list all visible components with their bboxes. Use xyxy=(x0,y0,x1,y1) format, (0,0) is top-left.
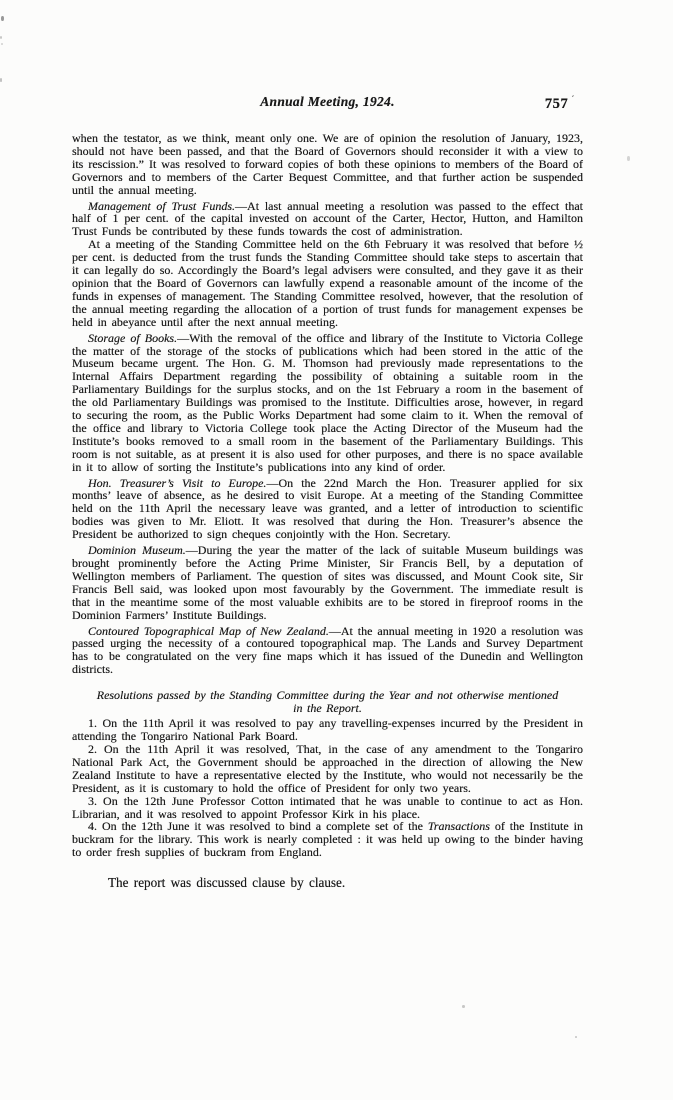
resolution-item-3 xyxy=(72,795,583,821)
body-paragraph-storage-of-books xyxy=(72,332,583,474)
resolution-item-1 xyxy=(72,717,583,743)
paragraph-text: when the testator, as we think, meant only one. We are of opinion the resolution of January, 1923, should not have been passed, and that the Board of Governors should reconsider it with a view to its rescission.” It was resolved to forward copies of both these opinions to members of the Board of Governors and to members of the Carter Bequest Committee, and that further action be suspended until the annual meeting. xyxy=(72,131,583,197)
resolution-item-2 xyxy=(72,743,583,795)
paragraph-label: Contoured Topographical Map of New Zealand. xyxy=(88,623,329,638)
body-paragraph-continuation xyxy=(72,132,583,197)
page-body xyxy=(72,94,583,890)
paragraph-text: —During the year the matter of the lack of suitable Museum buildings was brought prominently before the Acting Prime Minister, Sir Francis Bell, by a deputation of Wellington members of Parliament. The question of sites was discussed, and Mount Cook site, Sir Francis Bell said, was looked upon most favourably by the Government. The immediate result is that in the meantime some of the most valuable exhibits are to be stored in fireproof rooms in the Dominion Farmers’ Institute Buildings. xyxy=(72,543,583,622)
body-paragraph-treasurer-visit xyxy=(72,477,583,542)
scan-speck xyxy=(627,156,630,161)
resolution-text: of the Institute in buckram for the library. This work is nearly completed : it was held up owing to the binder having to order fresh supplies of buckram from England. xyxy=(72,819,583,860)
resolution-text: 3. On the 12th June Professor Cotton intimated that he was unable to continue to act as Hon. Librarian, and it was resolved to appoint Professor Kirk in his place. xyxy=(72,793,583,821)
paragraph-label: Storage of Books. xyxy=(88,330,178,345)
paragraph-label: Dominion Museum. xyxy=(88,543,186,558)
page-number xyxy=(545,94,575,113)
scan-speck xyxy=(462,1005,465,1008)
paragraph-label: Management of Trust Funds. xyxy=(88,198,236,213)
closing-line: The report was discussed clause by clause. xyxy=(108,875,346,891)
paragraph-text: —At the annual meeting in 1920 a resolution was passed urging the necessity of a contoured topographical map. The Lands and Survey Department has to be congratulated on the very fine maps which it has issued of the Dunedin and Wellington districts. xyxy=(72,623,583,677)
page-header xyxy=(72,94,583,111)
resolution-text-italic: Transactions xyxy=(427,819,490,834)
paragraph-text: At a meeting of the Standing Committee held on the 6th February it was resolved that before ½ per cent. is deducted from the trust funds the Standing Committee should take steps to ascertain that it can legally do so. Accordingly the Board’s legal advisers were consulted, and they gave it as their opinion that the Board of Governors can lawfully expend a reasonable amount of the income of the funds in expenses of management. The Standing Committee resolved, however, that the resolution of the annual meeting regarding the allocation of a portion of trust funds for management expenses be held in abeyance until after the next annual meeting. xyxy=(72,237,583,329)
paragraph-text: —On the 22nd March the Hon. Treasurer applied for six months’ leave of absence, as he desired to visit Europe. At a meeting of the Standing Committee held on the 11th April the necessary leave was granted, and a letter of introduction to scientific bodies was given to Mr. Eliott. It was resolved that during the Hon. Treasurer’s absence the President be authorized to sign cheques conjointly with the Hon. Secretary. xyxy=(72,475,583,542)
paragraph-label: Hon. Treasurer’s Visit to Europe. xyxy=(88,475,267,490)
scan-speck xyxy=(575,1036,577,1038)
resolution-text: 4. On the 12th June it was resolved to bind a complete set of the xyxy=(88,819,428,834)
paragraph-text: —With the removal of the office and library of the Institute to Victoria College the matter of the storage of the stocks of publications which had been stored in the attic of the Museum became urgent. The Hon. G. M. Thomson had previously made representations to the Internal Affairs Department regarding the possibility of obtaining a suitable room in the Parliamentary Buildings for the surplus stocks, and on the 1st February a room in the basement of the old Parliamentary Buildings was promised to the Institute. Difficulties arose, however, in regard to securing the room, as the Public Works Department had some claim to it. When the removal of the office and library to Victoria College took place the Acting Director of the Museum had the Institute’s books removed to a small room in the basement of the Parliamentary Buildings. This room is not suitable, as at present it is also used for other purposes, and there is no space available in it to allow of sorting the Institute’s publications into any kind of order. xyxy=(72,330,583,474)
resolution-text: 1. On the 11th April it was resolved to pay any travelling-expenses incurred by the President in attending the Tongariro National Park Board. xyxy=(72,716,583,744)
scan-speck xyxy=(1,16,4,21)
body-paragraph-trust-funds xyxy=(72,200,583,239)
resolution-item-4 xyxy=(72,820,583,859)
resolution-text: 2. On the 11th April it was resolved, That, in the case of any amendment to the Tongariro National Park Act, the Government should be approached in the direction of allowing the New Zealand Institute to have a representative elected by the Institute, who would not necessarily be the President, as it is customary to hold the office of President for only two years. xyxy=(72,741,583,795)
paragraph-text: —At last annual meeting a resolution was passed to the effect that half of 1 per cent. of the capital invested on account of the Carter, Hector, Hutton, and Hamilton Trust Funds be contributed by these funds towards the cost of administration. xyxy=(72,198,584,239)
scan-speck xyxy=(0,36,2,39)
scan-speck xyxy=(0,78,2,82)
resolutions-heading-line1: Resolutions passed by the Standing Committee during the Year and not otherwise mentioned xyxy=(96,688,559,703)
page-number-text: 757 xyxy=(544,95,569,112)
body-paragraph-dominion-museum xyxy=(72,544,583,621)
resolutions-heading-line2: in the Report. xyxy=(293,701,362,716)
page-title: Annual Meeting, 1924. xyxy=(260,94,395,109)
scan-speck xyxy=(1,43,3,45)
page-number-mark: ´ xyxy=(571,94,575,104)
body-paragraph-standing-committee xyxy=(72,238,583,328)
body-paragraph-topographical-map xyxy=(72,625,583,677)
